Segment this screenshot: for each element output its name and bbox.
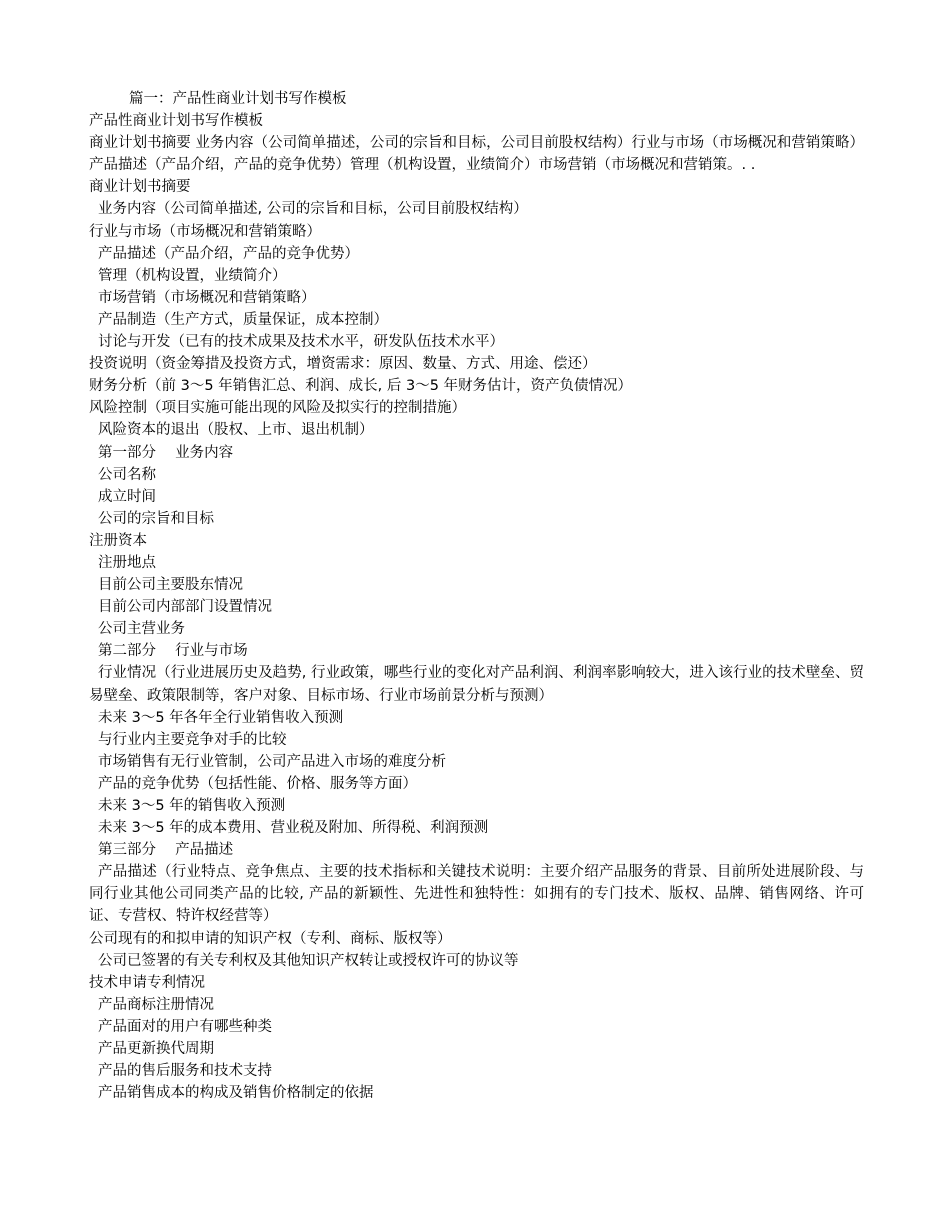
document-body bbox=[89, 88, 864, 1104]
text-line: 产品的售后服务和技术支持 bbox=[98, 1063, 272, 1080]
summary-paragraph: 商业计划书摘要 业务内容（公司简单描述，公司的宗旨和目标，公司目前股权结构）行业与市场（市场概况和营销策略）产品描述（产品介绍，产品的竞争优势）管理（机构设置，业绩简介）市场营销（市场概况和营销策。. . bbox=[89, 135, 864, 174]
text-line: 管理（机构设置，业绩简介） bbox=[98, 267, 287, 284]
text-line: 公司主营业务 bbox=[98, 621, 185, 638]
text-paragraph: 产品描述（行业特点、竞争焦点、主要的技术指标和关键技术说明：主要介绍产品服务的背景、目前所处进展阶段、与同行业其他公司同类产品的比较, 产品的新颖性、先进性和独特性：如拥有的专门技术、版权、品牌、销售网络、许可证、专营权、特许权经营等） bbox=[89, 864, 864, 925]
text-line: 产品销售成本的构成及销售价格制定的依据 bbox=[98, 1085, 374, 1102]
text-line: 注册资本 bbox=[89, 532, 147, 549]
text-line: 财务分析（前 3～5 年销售汇总、利润、成长, 后 3～5 年财务估计，资产负债情况） bbox=[89, 378, 633, 395]
text-line: 未来 3～5 年的成本费用、营业税及附加、所得税、利润预测 bbox=[98, 820, 489, 837]
text-line: 风险控制（项目实施可能出现的风险及拟实行的控制措施） bbox=[89, 400, 466, 417]
text-line: 业务内容（公司简单描述, 公司的宗旨和目标，公司目前股权结构） bbox=[98, 201, 528, 218]
text-line: 目前公司主要股东情况 bbox=[98, 577, 243, 594]
text-line: 公司已签署的有关专利权及其他知识产权转让或授权许可的协议等 bbox=[98, 952, 519, 969]
text-line: 成立时间 bbox=[98, 488, 156, 505]
text-line: 产品面对的用户有哪些种类 bbox=[98, 1018, 272, 1035]
text-line: 目前公司内部部门设置情况 bbox=[98, 599, 272, 616]
text-line: 讨论与开发（已有的技术成果及技术水平，研发队伍技术水平） bbox=[98, 334, 504, 351]
text-line: 产品的竞争优势（包括性能、价格、服务等方面） bbox=[98, 775, 417, 792]
text-line: 注册地点 bbox=[98, 554, 156, 571]
text-line: 行业与市场（市场概况和营销策略） bbox=[89, 223, 321, 240]
document-heading: 篇一：产品性商业计划书写作模板 bbox=[129, 91, 347, 107]
text-line: 市场营销（市场概况和营销策略） bbox=[98, 289, 316, 306]
section-heading: 第一部分 业务内容 bbox=[98, 444, 234, 461]
text-paragraph: 行业情况（行业进展历史及趋势, 行业政策，哪些行业的变化对产品利润、利润率影响较大，进入该行业的技术壁垒、贸易壁垒、政策限制等，客户对象、目标市场、行业市场前景分析与预测） bbox=[89, 665, 864, 704]
text-line: 与行业内主要竞争对手的比较 bbox=[98, 731, 287, 748]
text-line: 市场销售有无行业管制，公司产品进入市场的难度分析 bbox=[98, 753, 446, 770]
text-line: 产品更新换代周期 bbox=[98, 1041, 214, 1058]
text-line: 投资说明（资金筹措及投资方式，增资需求：原因、数量、方式、用途、偿还） bbox=[89, 356, 597, 373]
document-title: 产品性商业计划书写作模板 bbox=[89, 113, 263, 130]
text-line: 风险资本的退出（股权、上市、退出机制） bbox=[98, 422, 374, 439]
text-line: 技术申请专利情况 bbox=[89, 974, 205, 991]
text-line: 产品制造（生产方式，质量保证，成本控制） bbox=[98, 311, 388, 328]
text-line: 产品商标注册情况 bbox=[98, 996, 214, 1013]
text-line: 公司名称 bbox=[98, 466, 156, 483]
section-heading: 第三部分 产品描述 bbox=[98, 842, 234, 859]
text-line: 产品描述（产品介绍，产品的竞争优势） bbox=[98, 245, 359, 262]
text-line: 公司的宗旨和目标 bbox=[98, 510, 214, 527]
text-line: 商业计划书摘要 bbox=[89, 179, 191, 196]
text-line: 未来 3～5 年的销售收入预测 bbox=[98, 798, 286, 814]
text-line: 公司现有的和拟申请的知识产权（专利、商标、版权等） bbox=[89, 930, 452, 947]
text-line: 未来 3～5 年各年全行业销售收入预测 bbox=[98, 709, 344, 726]
section-heading: 第二部分 行业与市场 bbox=[98, 643, 248, 660]
